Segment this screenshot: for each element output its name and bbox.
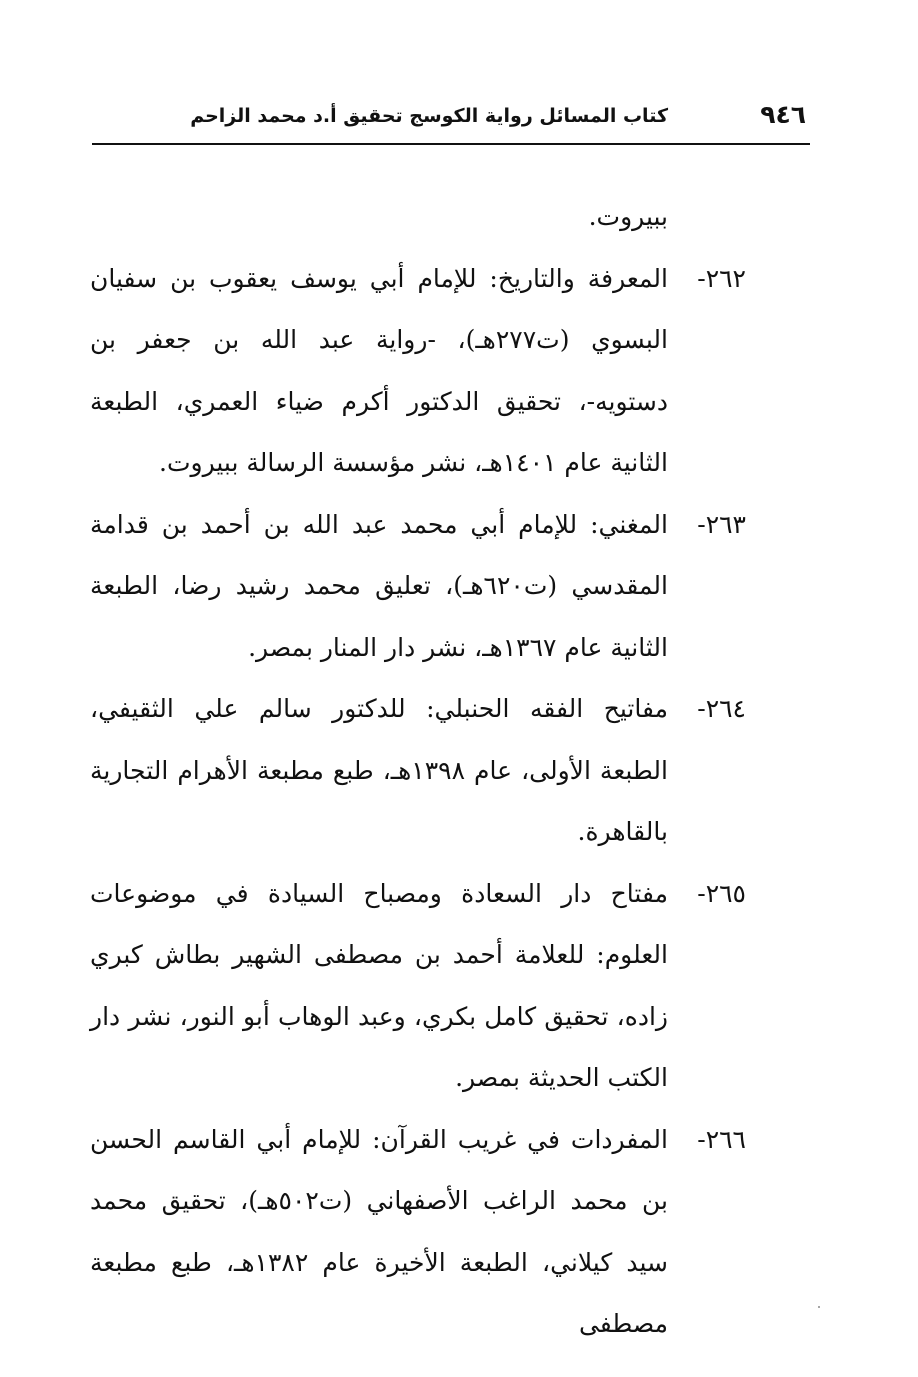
- entry-text: المفردات في غريب القرآن: للإمام أبي القاسم الحسن بن محمد الراغب الأصفهاني (ت٥٠٢هـ)، تحقيق محمد سيد كيلاني، الطبعة الأخيرة عام ١٣٨٢هـ، طبع مطبعة مصطفى: [90, 1124, 669, 1338]
- bibliography-entry: [90, 678, 746, 863]
- running-title: كتاب المسائل رواية الكوسج تحقيق أ.د محمد الزاحم: [190, 105, 668, 127]
- entry-number: ٢٦٥-: [697, 878, 746, 908]
- entry-number: ٢٦٢-: [697, 263, 746, 293]
- bibliography-entry: [90, 248, 746, 494]
- bibliography-entry: [90, 1109, 746, 1355]
- continued-entry-text: ببيروت.: [588, 202, 668, 231]
- entry-text: المغني: للإمام أبي محمد عبد الله بن أحمد بن قدامة المقدسي (ت٦٢٠هـ)، تعليق محمد رشيد رضا، الطبعة الثانية عام ١٣٦٧هـ، نشر دار المنار بمصر.: [90, 509, 668, 662]
- entry-number: ٢٦٣-: [697, 509, 746, 539]
- entry-text: مفاتيح الفقه الحنبلي: للدكتور سالم علي الثقيفي، الطبعة الأولى، عام ١٣٩٨هـ، طبع مطبعة الأهرام التجارية بالقاهرة.: [90, 694, 668, 846]
- bibliography-list: [90, 186, 746, 1355]
- entry-number: ٢٦٤-: [697, 694, 746, 723]
- bibliography-entry: [90, 494, 746, 679]
- bibliography-entry: [90, 863, 746, 1109]
- entry-text: مفتاح دار السعادة ومصباح السيادة في موضوعات العلوم: للعلامة أحمد بن مصطفى الشهير بطاش كبري زاده، تحقيق كامل بكري، وعبد الوهاب أبو النور، نشر دار الكتب الحديثة بمصر.: [90, 878, 668, 1092]
- page-number: ٩٤٦: [760, 100, 806, 129]
- page-header: [92, 96, 808, 140]
- entry-text: المعرفة والتاريخ: للإمام أبي يوسف يعقوب بن سفيان البسوي (ت٢٧٧هـ)، -رواية عبد الله بن جعفر بن دستويه-، تحقيق الدكتور أكرم ضياء العمري، الطبعة الثانية عام ١٤٠١هـ، نشر مؤسسة الرسالة ببيروت.: [90, 263, 668, 477]
- header-rule: [92, 143, 810, 145]
- scan-speck: [818, 1306, 820, 1308]
- entry-number: ٢٦٦-: [697, 1124, 746, 1154]
